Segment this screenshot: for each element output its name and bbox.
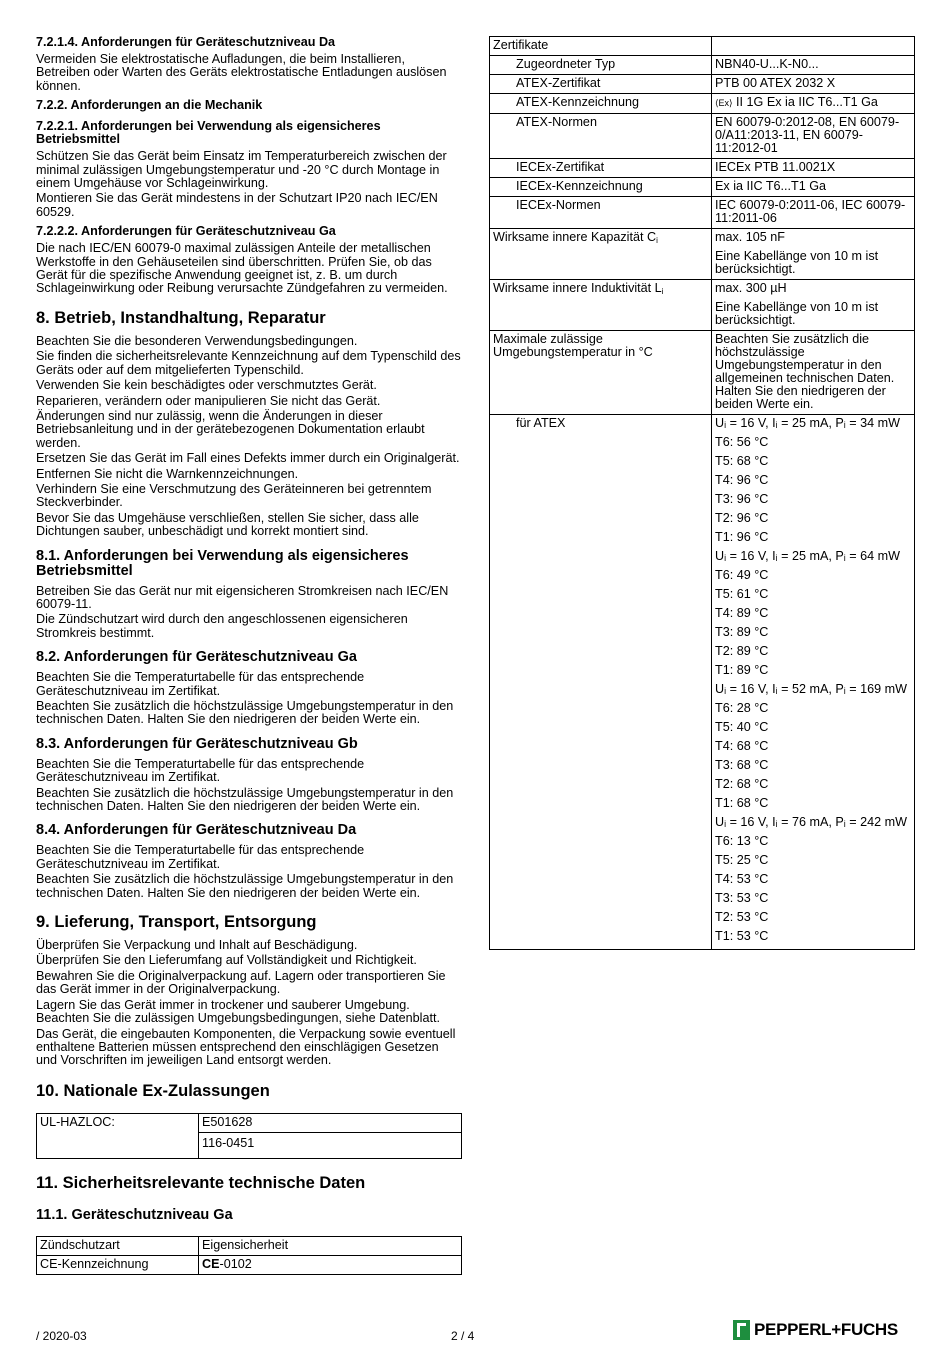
logo-text: PEPPERL+FUCHS <box>754 1320 898 1339</box>
table-value: PTB 00 ATEX 2032 X <box>712 75 915 94</box>
paragraph: Die nach IEC/EN 60079-0 maximal zulässigen Anteile der metallischen Werkstoffe in den Gehäuseteilen sind überschritten. Prüfen Sie, ob das Gerät für die spezifische Anwendung geeignet ist, z. B. um durch Schlageinwirkung oder Reibung verursachte Zündgefahren zu vermeiden. <box>36 241 448 296</box>
national-approvals-table <box>36 1113 462 1159</box>
temp-value: T2: 53 °C <box>715 910 769 924</box>
certificates-table <box>489 36 915 950</box>
ex-symbol-icon: ⟨Ex⟩ <box>715 98 733 108</box>
paragraph: Betreiben Sie das Gerät nur mit eigensicheren Stromkreisen nach IEC/EN 60079-11. <box>36 583 449 611</box>
heading-11-1: 11.1. Geräteschutzniveau Ga <box>36 1206 233 1223</box>
table-value: IECEx PTB 11.0021X <box>712 159 915 178</box>
paragraph: Lagern Sie das Gerät immer in trockener und sauberer Umgebung. Beachten Sie die zulässigen Umgebungsbedingungen, siehe Datenblatt. <box>36 997 440 1026</box>
heading-7-2-2: 7.2.2. Anforderungen an die Mechanik <box>36 98 263 113</box>
temp-value: T4: 68 °C <box>715 739 769 753</box>
temp-value: T3: 68 °C <box>715 758 769 772</box>
temp-value: T6: 49 °C <box>715 568 769 582</box>
paragraph: Schützen Sie das Gerät beim Einsatz im Temperaturbereich zwischen der minimal zulässigen Umgebungstemperatur und -20 °C durch Montage in einem Umgehäuse vor Schlageinwirkung. <box>36 149 447 191</box>
temp-value: T1: 53 °C <box>715 929 769 943</box>
table-label: Zertifikate <box>490 37 712 56</box>
company-logo <box>733 1320 898 1340</box>
paragraph: Beachten Sie die Temperaturtabelle für das entsprechende Geräteschutzniveau im Zertifikat. <box>36 843 365 871</box>
table-label: UL-HAZLOC: <box>37 1113 199 1158</box>
table-value: Ex ia IIC T6...T1 Ga <box>712 178 915 197</box>
paragraph: Beachten Sie zusätzlich die höchstzulässige Umgebungstemperatur in den technischen Daten. Halten Sie den niedrigeren der beiden Werte ein. <box>36 699 454 727</box>
paragraph: Überprüfen Sie den Lieferumfang auf Vollständigkeit und Richtigkeit. <box>36 953 417 968</box>
temp-value: T2: 89 °C <box>715 644 769 658</box>
paragraph: Vermeiden Sie elektrostatische Aufladungen, die beim Installieren, Betreiben oder Warten des Geräts elektrostatische Entladungen auslösen können. <box>36 52 447 93</box>
heading-7-2-1-4: 7.2.1.4. Anforderungen für Geräteschutzniveau Da <box>36 35 336 49</box>
temp-value: T4: 96 °C <box>715 473 769 487</box>
temp-value: T3: 96 °C <box>715 492 769 506</box>
table-label: Maximale zulässige Umgebungstemperatur in °C <box>490 331 712 415</box>
table-value: 116-0451 <box>199 1132 462 1158</box>
table-value: max. 105 nF Eine Kabellänge von 10 m ist berücksichtigt. <box>712 229 915 280</box>
table-value: E501628 <box>199 1113 462 1132</box>
paragraph: Beachten Sie die Temperaturtabelle für das entsprechende Geräteschutzniveau im Zertifikat. <box>36 670 365 698</box>
table-label: Wirksame innere Induktivität $L_i$ <box>490 280 712 331</box>
paragraph: Sie finden die sicherheitsrelevante Kennzeichnung auf dem Typenschild des Geräts oder auf dem mitgelieferten Typenschild. <box>36 349 461 377</box>
paragraph: Änderungen sind nur zulässig, wenn die Änderungen in dieser Betriebsanleitung und in der gerätebezogenen Dokumentation erlaubt werden. <box>36 408 425 450</box>
table-label: für ATEX <box>490 415 712 950</box>
temp-value: T4: 53 °C <box>715 872 769 886</box>
table-value: Eigensicherheit <box>199 1236 462 1255</box>
param-line: Uᵢ = 16 V, Iᵢ = 52 mA, Pᵢ = 169 mW <box>715 682 908 696</box>
ce-number: -0102 <box>219 1256 252 1271</box>
temp-value: T5: 61 °C <box>715 587 769 601</box>
paragraph: Entfernen Sie nicht die Warnkennzeichnungen. <box>36 466 299 481</box>
paragraph: Bewahren Sie die Originalverpackung auf. Lagern oder transportieren Sie das Gerät immer in der Originalverpackung. <box>36 968 446 997</box>
param-line: Uᵢ = 16 V, Iᵢ = 76 mA, Pᵢ = 242 mW <box>715 815 908 829</box>
temp-value: T6: 13 °C <box>715 834 769 848</box>
temp-value: T2: 68 °C <box>715 777 769 791</box>
temp-value: T5: 25 °C <box>715 853 769 867</box>
heading-8: 8. Betrieb, Instandhaltung, Reparatur <box>36 308 326 327</box>
right-column <box>489 36 915 950</box>
table-value: Beachten Sie zusätzlich die höchstzulässige Umgebungstemperatur in den allgemeinen technischen Daten. Halten Sie den niedrigeren der beiden Werte ein. <box>712 331 915 415</box>
temp-value: T5: 40 °C <box>715 720 769 734</box>
table-value: NBN40-U...K-N0... <box>712 56 915 75</box>
paragraph: Verhindern Sie eine Verschmutzung des Geräteinneren bei getrenntem Steckverbinder. <box>36 481 432 510</box>
footer-date: / 2020-03 <box>36 1329 87 1343</box>
table-label: ATEX-Normen <box>490 114 712 159</box>
table-label: Zugeordneter Typ <box>490 56 712 75</box>
heading-8-3: 8.3. Anforderungen für Geräteschutzniveau Gb <box>36 735 358 752</box>
temp-value: T6: 28 °C <box>715 701 769 715</box>
param-line: Uᵢ = 16 V, Iᵢ = 25 mA, Pᵢ = 34 mW <box>715 416 901 430</box>
table-label: CE-Kennzeichnung <box>37 1255 199 1274</box>
table-label: Zündschutzart <box>37 1236 199 1255</box>
paragraph: Überprüfen Sie Verpackung und Inhalt auf Beschädigung. <box>36 938 358 953</box>
ce-mark-icon: CE <box>202 1256 220 1271</box>
paragraph: Bevor Sie das Umgehäuse verschließen, stellen Sie sicher, dass alle Dichtungen sauber, unbeschädigt und korrekt montiert sind. <box>36 510 419 539</box>
heading-10: 10. Nationale Ex-Zulassungen <box>36 1081 270 1100</box>
temp-value: T6: 56 °C <box>715 435 769 449</box>
table-value: EN 60079-0:2012-08, EN 60079-0/A11:2013-11, EN 60079-11:2012-01 <box>712 114 915 159</box>
heading-7-2-2-1: 7.2.2.1. Anforderungen bei Verwendung als eigensicheres Betriebsmittel <box>36 119 381 147</box>
table-label: ATEX-Kennzeichnung <box>490 94 712 114</box>
temp-value: T1: 68 °C <box>715 796 769 810</box>
temperature-list <box>712 415 915 950</box>
table-value <box>199 1255 462 1274</box>
param-line: Uᵢ = 16 V, Iᵢ = 25 mA, Pᵢ = 64 mW <box>715 549 901 563</box>
table-value: IEC 60079-0:2011-06, IEC 60079-11:2011-06 <box>712 197 915 229</box>
table-value: max. 300 µH Eine Kabellänge von 10 m ist berücksichtigt. <box>712 280 915 331</box>
paragraph: Die Zündschutzart wird durch den angeschlossenen eigensicheren Stromkreis bestimmt. <box>36 612 408 640</box>
paragraph: Beachten Sie zusätzlich die höchstzulässige Umgebungstemperatur in den technischen Daten. Halten Sie den niedrigeren der beiden Werte ein. <box>36 872 454 900</box>
temp-value: T3: 89 °C <box>715 625 769 639</box>
temp-value: T5: 68 °C <box>715 454 769 468</box>
footer-page-number: 2 / 4 <box>451 1329 475 1343</box>
temp-value: T1: 89 °C <box>715 663 769 677</box>
temp-value: T1: 96 °C <box>715 530 769 544</box>
temp-value: T2: 96 °C <box>715 511 769 525</box>
heading-9: 9. Lieferung, Transport, Entsorgung <box>36 913 317 932</box>
paragraph: Reparieren, verändern oder manipulieren Sie nicht das Gerät. <box>36 393 381 408</box>
heading-11: 11. Sicherheitsrelevante technische Daten <box>36 1173 366 1192</box>
paragraph: Beachten Sie zusätzlich die höchstzulässige Umgebungstemperatur in den technischen Daten. Halten Sie den niedrigeren der beiden Werte ein. <box>36 785 454 814</box>
temp-value: T3: 53 °C <box>715 891 769 905</box>
safety-data-table <box>36 1236 462 1275</box>
table-label: IECEx-Zertifikat <box>490 159 712 178</box>
logo-mark-icon <box>733 1320 750 1340</box>
heading-8-1: 8.1. Anforderungen bei Verwendung als eigensicheres Betriebsmittel <box>36 547 409 579</box>
table-value: ⟨Ex⟩ II 1G Ex ia IIC T6...T1 Ga <box>712 94 915 114</box>
heading-8-4: 8.4. Anforderungen für Geräteschutzniveau Da <box>36 822 357 839</box>
heading-7-2-2-2: 7.2.2.2. Anforderungen für Geräteschutzniveau Ga <box>36 224 336 239</box>
temp-value: T4: 89 °C <box>715 606 769 620</box>
left-column <box>36 36 462 1275</box>
table-label: IECEx-Kennzeichnung <box>490 178 712 197</box>
table-label: IECEx-Normen <box>490 197 712 229</box>
paragraph: Beachten Sie die Temperaturtabelle für das entsprechende Geräteschutzniveau im Zertifikat. <box>36 756 365 785</box>
heading-8-2: 8.2. Anforderungen für Geräteschutzniveau Ga <box>36 649 357 666</box>
table-label: ATEX-Zertifikat <box>490 75 712 94</box>
paragraph: Montieren Sie das Gerät mindestens in der Schutzart IP20 nach IEC/EN 60529. <box>36 191 438 219</box>
paragraph: Verwenden Sie kein beschädigtes oder verschmutztes Gerät. <box>36 378 377 393</box>
paragraph: Ersetzen Sie das Gerät im Fall eines Defekts immer durch ein Originalgerät. <box>36 451 460 466</box>
paragraph: Das Gerät, die eingebauten Komponenten, die Verpackung sowie eventuell enthaltene Batterien müssen entsprechend den einschlägigen Gesetzen und Vorschriften im jeweiligen Land entsorgt werden. <box>36 1026 456 1068</box>
paragraph: Beachten Sie die besonderen Verwendungsbedingungen. <box>36 333 358 348</box>
table-label: Wirksame innere Kapazität $C_i$ <box>490 229 712 280</box>
